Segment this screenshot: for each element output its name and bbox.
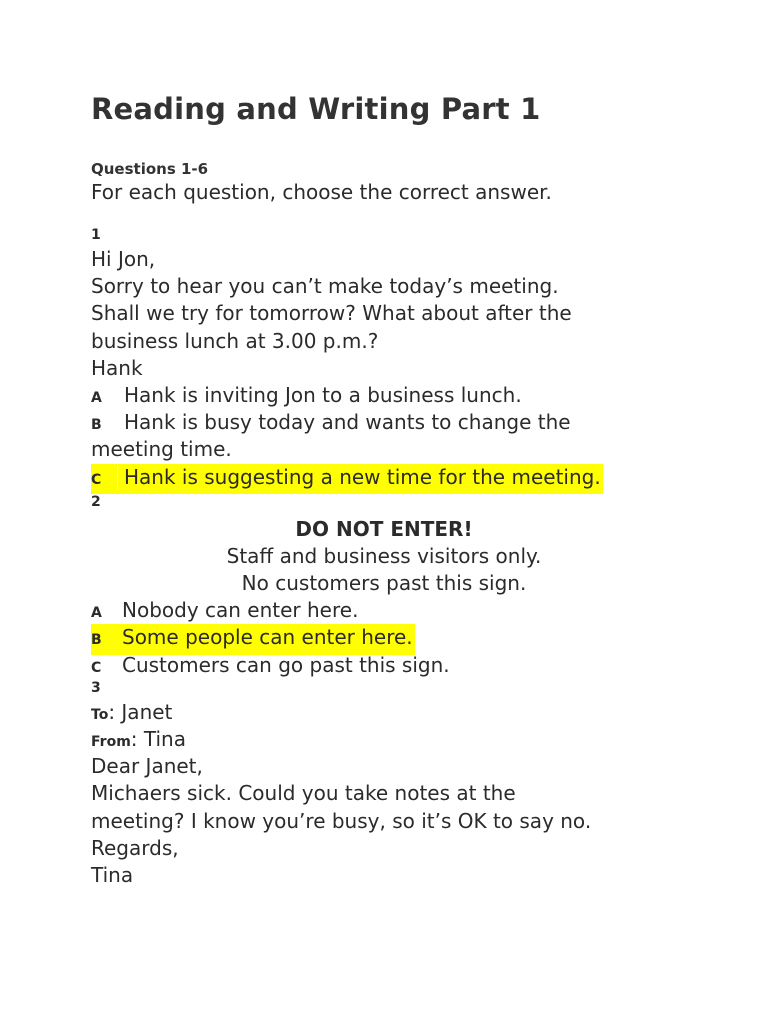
q1-line: business lunch at 3.00 p.m.? bbox=[91, 328, 379, 353]
page-title: Reading and Writing Part 1 bbox=[91, 92, 541, 126]
option-text: Hank is suggesting a new time for the meeting. bbox=[117, 465, 601, 489]
q3-line: Regards, bbox=[91, 835, 179, 860]
option-text: Hank is busy today and wants to change the bbox=[124, 410, 571, 435]
option-text: Some people can enter here. bbox=[122, 625, 413, 650]
q2-option-c[interactable] bbox=[91, 652, 731, 679]
question-number-3: 3 bbox=[91, 679, 101, 696]
option-label: B bbox=[91, 417, 102, 434]
q3-from-line bbox=[91, 726, 731, 753]
q1-line: Hi Jon, bbox=[91, 247, 156, 271]
q3-line: Tina bbox=[91, 862, 134, 887]
option-text: Nobody can enter here. bbox=[122, 598, 359, 623]
sign-line: No customers past this sign. bbox=[241, 571, 527, 596]
q1-line: Sorry to hear you can’t make today’s meeting. bbox=[91, 274, 559, 299]
option-label: B bbox=[91, 632, 102, 649]
questions-range: Questions 1-6 bbox=[91, 160, 209, 178]
q3-to-line bbox=[91, 699, 731, 726]
answer-highlight bbox=[91, 624, 415, 654]
answer-highlight bbox=[91, 464, 603, 494]
q2-option-b-highlighted[interactable] bbox=[91, 624, 731, 651]
to-label: To bbox=[91, 706, 109, 723]
from-label: From bbox=[91, 734, 131, 750]
option-text: Customers can go past this sign. bbox=[122, 652, 450, 677]
q2-option-a[interactable] bbox=[91, 597, 731, 624]
option-label: A bbox=[91, 605, 102, 622]
q1-line: Shall we try for tomorrow? What about after the bbox=[91, 301, 572, 326]
q3-line: Dear Janet, bbox=[91, 754, 203, 779]
q1-option-b[interactable] bbox=[91, 409, 731, 436]
q1-option-c-highlighted[interactable] bbox=[91, 464, 731, 491]
questions-body bbox=[91, 226, 731, 889]
q3-line: meeting? I know you’re busy, so it’s OK to say no. bbox=[91, 808, 592, 833]
option-label: A bbox=[91, 389, 102, 406]
instruction-text: For each question, choose the correct answer. bbox=[91, 180, 552, 204]
from-value: : Tina bbox=[130, 727, 186, 751]
option-text: Hank is inviting Jon to a business lunch. bbox=[124, 382, 522, 407]
option-label: C bbox=[91, 471, 102, 488]
q1-option-b-continued: meeting time. bbox=[91, 437, 232, 462]
sign-heading: DO NOT ENTER! bbox=[295, 516, 473, 541]
question-number-2: 2 bbox=[91, 493, 101, 510]
question-number-1: 1 bbox=[91, 227, 101, 243]
to-value: : Janet bbox=[108, 699, 173, 724]
option-label: C bbox=[91, 659, 102, 676]
sign-line: Staff and business visitors only. bbox=[226, 543, 542, 568]
q3-line: Michaers sick. Could you take notes at the bbox=[91, 781, 516, 806]
q1-option-a[interactable] bbox=[91, 382, 731, 409]
q1-line: Hank bbox=[91, 355, 143, 380]
